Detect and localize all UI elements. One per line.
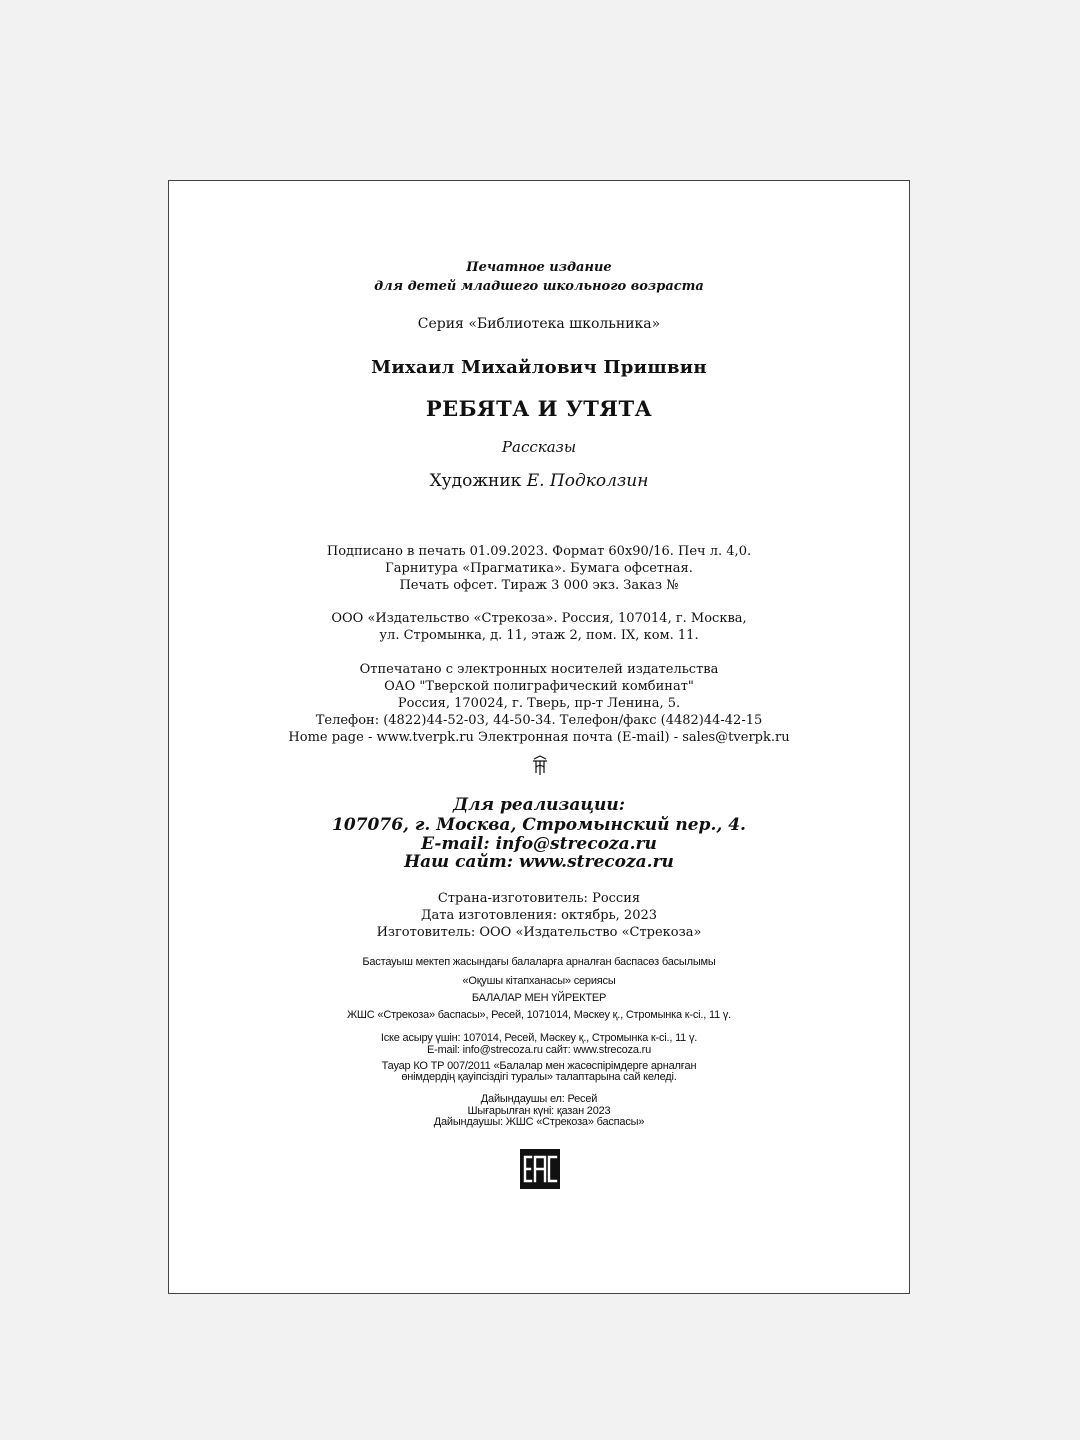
sales-email: E-mail: info@strecoza.ru [421,834,657,854]
kazakh-info-line: Дайындаушы ел: Ресей [480,1093,598,1105]
edition-type: Печатное издание [466,260,612,275]
author-name: Михаил Михайлович Пришвин [371,357,707,378]
printer-info-line: Home page - www.tverpk.ru Электронная почта (E-mail) - sales@tverpk.ru [288,730,790,745]
kazakh-info-line: БАЛАЛАР МЕН ҮЙРЕКТЕР [471,992,607,1004]
printer-info-line: Россия, 170024, г. Тверь, пр-т Ленина, 5. [397,696,681,711]
kazakh-info-line: Дайындаушы: ЖШС «Стрекоза» баспасы» [433,1116,645,1128]
printer-info-line: Отпечатано с электронных носителей издательства [359,662,719,677]
target-audience: для детей младшего школьного возраста [374,279,704,294]
print-info-line: Гарнитура «Прагматика». Бумага офсетная. [385,561,693,576]
book-title: РЕБЯТА И УТЯТА [425,396,653,421]
book-genre: Рассказы [501,438,577,456]
print-info-line: Подписано в печать 01.09.2023. Формат 60х90/16. Печ л. 4,0. [326,544,752,559]
sales-heading: Для реализации: [452,795,626,815]
printer-info-line: Телефон: (4822)44-52-03, 44-50-34. Телефон/факс (4482)44-42-15 [315,713,763,728]
publisher-address-line: ООО «Издательство «Стрекоза». Россия, 107014, г. Москва, [331,611,747,626]
country-of-origin: Страна-изготовитель: Россия [437,891,641,906]
kazakh-info-line: Бастауыш мектеп жасындағы балаларға арналған баспасөз басылымы [362,956,716,968]
kazakh-info-line: Шығарылған күні: қазан 2023 [467,1105,611,1117]
manufacturer: Изготовитель: ООО «Издательство «Стрекоза» [376,925,702,940]
illustrator-label: Художник [429,471,527,491]
kazakh-info-line: E-mail: info@strecoza.ru сайт: www.strecoza.ru [426,1044,652,1056]
printer-emblem-icon [531,754,549,776]
illustrator [169,473,909,490]
print-info-line: Печать офсет. Тираж 3 000 экз. Заказ № [399,578,679,593]
colophon-page [168,180,910,1294]
eac-mark-icon [520,1149,560,1189]
sales-website: Наш сайт: www.strecoza.ru [404,852,674,872]
series-name: Серия «Библиотека школьника» [417,316,661,332]
manufacture-date: Дата изготовления: октябрь, 2023 [420,908,658,923]
kazakh-info-line: өнімдердің қауіпсіздігі туралы» талаптарына сай келеді. [401,1071,677,1083]
kazakh-info-line: Тауар КО ТР 007/2011 «Балалар мен жасөспірімдерге арналған [381,1060,697,1072]
kazakh-info-line: «Оқушы кітапханасы» сериясы [462,975,616,987]
sales-address: 107076, г. Москва, Стромынский пер., 4. [332,815,746,835]
illustrator-name: Е. Подколзин [526,471,649,491]
kazakh-info-line: ЖШС «Стрекоза» баспасы», Ресей, 1071014, Мәскеу қ., Стромынка к-сі., 11 ү. [346,1009,732,1021]
printer-info-line: ОАО "Тверской полиграфический комбинат" [384,679,694,694]
publisher-address-line: ул. Стромынка, д. 11, этаж 2, пом. IX, ком. 11. [379,628,699,643]
kazakh-info-line: Іске асыру үшін: 107014, Ресей, Мәскеу қ., Стромынка к-сі., 11 ү. [380,1032,698,1044]
